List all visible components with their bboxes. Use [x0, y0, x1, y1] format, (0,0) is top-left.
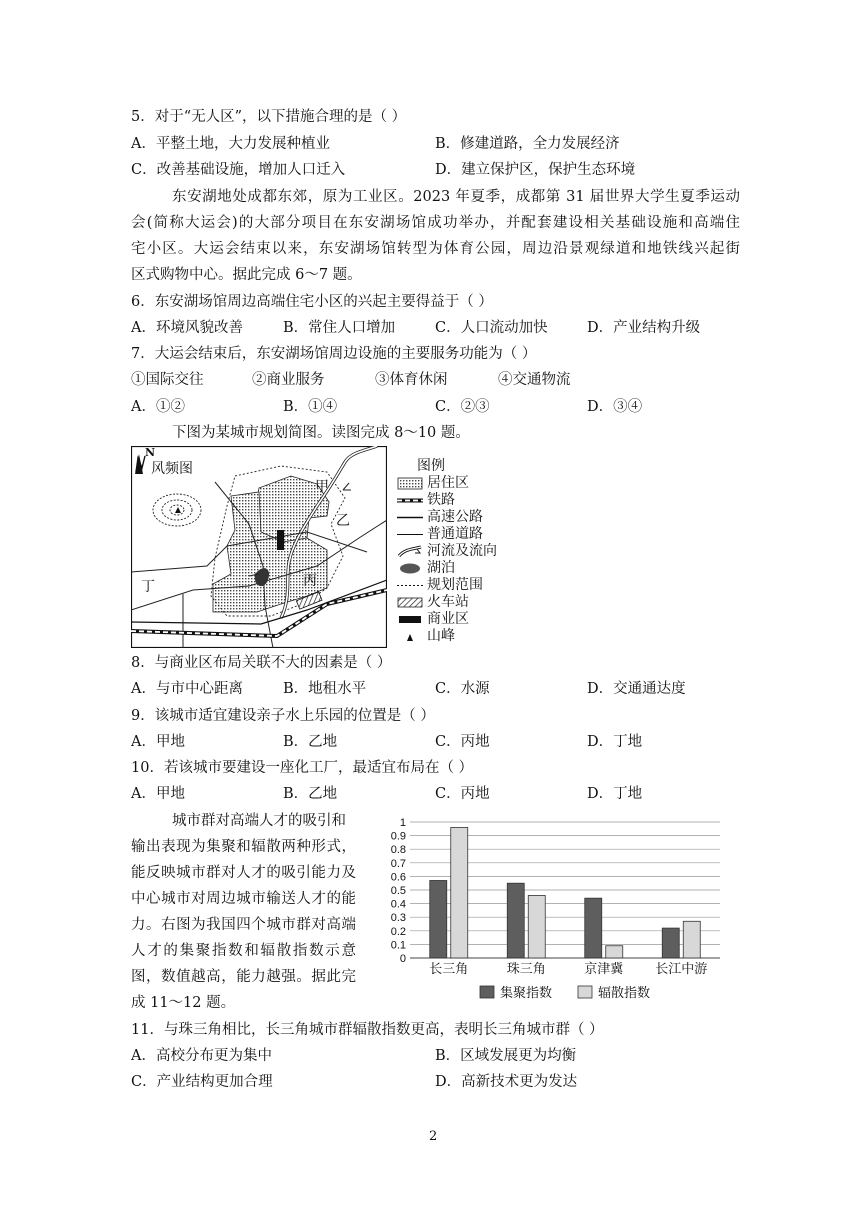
- legend-title: 图例: [417, 458, 445, 474]
- q11-option-b: B．区域发展更为均衡: [435, 1048, 577, 1064]
- q7-option-a: A．①②: [131, 399, 185, 415]
- q6-option-d: D．产业结构升级: [587, 320, 701, 336]
- q6-option-b: B．常住人口增加: [283, 320, 396, 336]
- q7-option-d: D．③④: [587, 399, 643, 415]
- q8-option-d: D．交通通达度: [587, 681, 686, 697]
- bar: [451, 827, 468, 958]
- q7-option-b: B．①④: [283, 399, 338, 415]
- y-tick-label: 0.5: [390, 885, 406, 897]
- q11-option-c: C．产业结构更加合理: [131, 1074, 273, 1090]
- y-tick-label: 0.2: [390, 925, 406, 938]
- q9-option-d: D．丁地: [587, 734, 643, 750]
- passage2-line-1: 城市群对高端人才的吸引和: [172, 813, 346, 829]
- y-tick-label: 0: [399, 953, 406, 965]
- q11-option-d: D．高新技术更为发达: [435, 1074, 578, 1090]
- q10-option-c: C．丙地: [435, 786, 490, 802]
- y-tick-label: 0.6: [390, 871, 406, 884]
- q8-option-c: C．水源: [435, 681, 490, 697]
- map-intro: 下图为某城市规划简图。读图完成 8～10 题。: [172, 425, 470, 441]
- bar: [585, 898, 602, 958]
- q5-stem: 5．对于“无人区”，以下措施合理的是（ ）: [131, 109, 407, 125]
- q8-option-b: B．地租水平: [283, 681, 367, 697]
- q7-item-3: ③体育休闲: [375, 372, 448, 388]
- place-yi: 乙: [336, 513, 350, 529]
- passage2-line-5: 力。右图为我国四个城市群对高端: [131, 917, 356, 933]
- q7-item-1: ①国际交往: [131, 372, 204, 388]
- q9-option-c: C．丙地: [435, 734, 490, 750]
- y-tick-label: 0.3: [390, 912, 406, 925]
- y-tick-label: 0.8: [390, 844, 406, 857]
- y-tick-label: 0.9: [390, 830, 406, 843]
- q6-option-c: C．人口流动加快: [435, 320, 548, 336]
- legend-swatch: [480, 986, 494, 998]
- bar: [528, 895, 545, 958]
- bar: [606, 946, 623, 958]
- place-jia: 甲: [315, 479, 329, 495]
- q6-stem: 6．东安湖场馆周边高端住宅小区的兴起主要得益于（ ）: [131, 294, 493, 310]
- q10-option-b: B．乙地: [283, 786, 338, 802]
- q7-option-c: C．②③: [435, 399, 490, 415]
- passage1-line-4: 区式购物中心。据此完成 6～7 题。: [131, 267, 362, 283]
- x-tick-label: 长江中游: [655, 961, 708, 976]
- map-legend: 图例 居住区 铁路 高速公路 普通道路 河流及流向 湖泊 规划范围 火车站 商业区 山峰: [397, 455, 507, 650]
- place-bing: 丙: [303, 573, 317, 589]
- north-label: N: [145, 446, 156, 459]
- page-number: 2: [429, 1129, 438, 1144]
- q7-item-2: ②商业服务: [252, 372, 325, 388]
- q9-option-b: B．乙地: [283, 734, 338, 750]
- x-tick-label: 京津冀: [584, 961, 624, 976]
- q7-stem: 7．大运会结束后，东安湖场馆周边设施的主要服务功能为（ ）: [131, 346, 537, 362]
- passage2-line-6: 人才的集聚指数和辐散指数示意: [131, 943, 356, 959]
- q9-option-a: A．甲地: [131, 734, 185, 750]
- city-map: [131, 446, 387, 648]
- q10-stem: 10．若该城市要建设一座化工厂，最适宜布局在（ ）: [131, 760, 474, 776]
- q7-item-4: ④交通物流: [498, 372, 571, 388]
- q8-stem: 8．与商业区布局关联不大的因素是（ ）: [131, 655, 392, 671]
- q6-option-a: A．环境风貌改善: [131, 320, 243, 336]
- q10-option-a: A．甲地: [131, 786, 185, 802]
- x-tick-label: 长三角: [429, 961, 469, 976]
- passage2-line-4: 中心城市对周边城市输送人才的能: [131, 891, 356, 907]
- q11-option-a: A．高校分布更为集中: [131, 1048, 272, 1064]
- passage2-line-8: 成 11～12 题。: [131, 995, 236, 1011]
- passage2-line-3: 能反映城市群对人才的吸引能力及: [131, 865, 356, 881]
- passage1-line-1: 东安湖地处成都东郊，原为工业区。2023 年夏季，成都第 31 届世界大学生夏季运动: [172, 189, 740, 205]
- q5-option-b: B．修建道路，全力发展经济: [435, 136, 620, 152]
- y-tick-label: 1: [399, 817, 406, 829]
- q5-option-a: A．平整土地，大力发展种植业: [131, 136, 330, 152]
- q5-option-c: C．改善基础设施，增加人口迁入: [131, 162, 346, 178]
- bar: [430, 880, 447, 958]
- y-tick-label: 0.4: [390, 898, 406, 911]
- wind-rose-label: 风频图: [151, 461, 193, 477]
- q9-stem: 9．该城市适宜建设亲子水上乐园的位置是（ ）: [131, 708, 435, 724]
- y-tick-label: 0.7: [390, 857, 406, 870]
- q10-option-d: D．丁地: [587, 786, 643, 802]
- talent-index-bar-chart: [380, 812, 730, 1002]
- passage1-line-3: 宅小区。大运会结束以来，东安湖场馆转型为体育公园，周边沿景观绿道和地铁线兴起街: [131, 241, 740, 257]
- x-tick-label: 珠三角: [506, 961, 546, 976]
- legend-label: 辐散指数: [598, 985, 651, 1000]
- bar: [683, 921, 700, 958]
- passage2-line-2: 输出表现为集聚和辐散两种形式，: [131, 839, 356, 855]
- bar: [662, 928, 679, 958]
- legend-label: 集聚指数: [500, 985, 553, 1000]
- bar: [507, 883, 524, 958]
- q11-stem: 11．与珠三角相比，长三角城市群辐散指数更高，表明长三角城市群（ ）: [131, 1022, 604, 1038]
- passage2-line-7: 图，数值越高，能力越强。据此完: [131, 969, 356, 985]
- passage1-line-2: 会(简称大运会)的大部分项目在东安湖场馆成功举办，并配套建设相关基础设施和高端住: [131, 215, 740, 231]
- q8-option-a: A．与市中心距离: [131, 681, 243, 697]
- q5-option-d: D．建立保护区，保护生态环境: [435, 162, 636, 178]
- place-ding: 丁: [141, 579, 155, 595]
- legend-swatch: [578, 986, 592, 998]
- y-tick-label: 0.1: [390, 939, 406, 952]
